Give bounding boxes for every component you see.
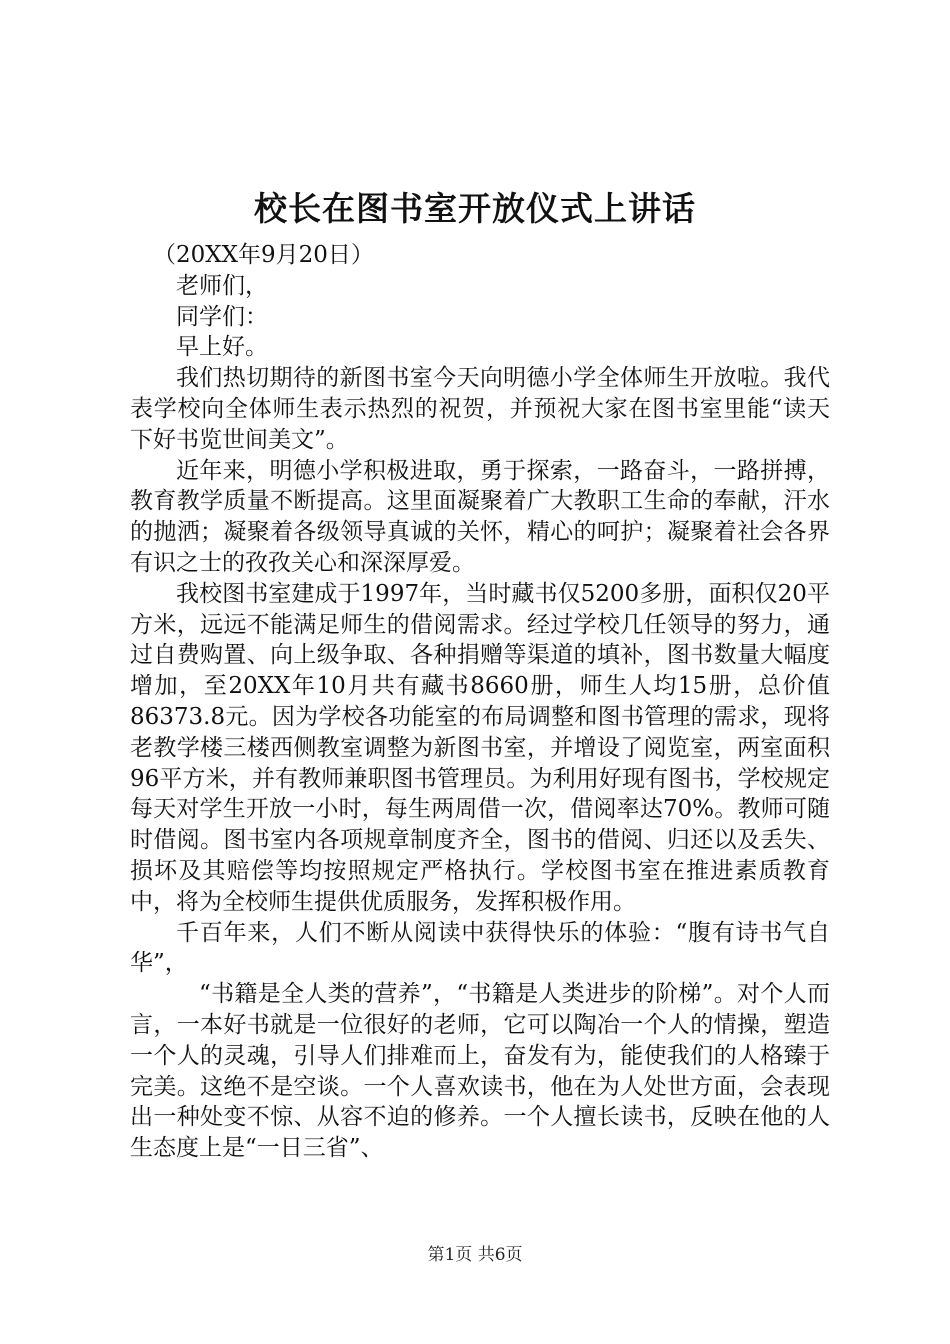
- paragraph-reading-joy: 千百年来，人们不断从阅读中获得快乐的体验：“腹有诗书气自华”，: [130, 919, 830, 977]
- document-body: [130, 240, 830, 1164]
- paragraph-library-history: 我校图书室建成于1997年，当时藏书仅5200多册，面积仅20平方米，远远不能满足师生的借阅需求。经过学校几任领导的努力，通过自费购置、向上级争取、各种捐赠等渠道的填补，图书数量大幅度增加，至20XX年10月共有藏书8660册，师生人均15册，总价值86373.8元。因为学校各功能室的布局调整和图书管理的需求，现将老教学楼三楼西侧教室调整为新图书室，并增设了阅览室，两室面积96平方米，并有教师兼职图书管理员。为利用好现有图书，学校规定每天对学生开放一小时，每生两周借一次，借阅率达70%。教师可随时借阅。图书室内各项规章制度齐全，图书的借阅、归还以及丢失、损坏及其赔偿等均按照规定严格执行。学校图书室在推进素质教育中，将为全校师生提供优质服务，发挥积极作用。: [130, 580, 830, 915]
- greeting: 早上好。: [176, 334, 268, 361]
- paragraph-achievements: 近年来，明德小学积极进取，勇于探索，一路奋斗，一路拼搏，教育教学质量不断提高。这里面凝聚着广大教职工生命的奉献，汗水的抛洒；凝聚着各级领导真诚的关怀，精心的呵护；凝聚着社会各界有识之士的孜孜关心和深深厚爱。: [130, 457, 830, 576]
- paragraph-books-value: “书籍是全人类的营养”，“书籍是人类进步的阶梯”。对个人而言，一本好书就是一位很好的老师，它可以陶冶一个人的情操，塑造一个人的灵魂，引导人们排难而上，奋发有为，能使我们的人格臻于完美。这绝不是空谈。一个人喜欢读书，他在为人处世方面，会表现出一种处变不惊、从容不迫的修养。一个人擅长读书，反映在他的人生态度上是“一日三省”、: [130, 981, 830, 1162]
- document-title: 校长在图书室开放仪式上讲话: [254, 189, 696, 228]
- salutation-students: 同学们：: [176, 303, 268, 330]
- page-number: 第1页 共6页: [427, 1245, 523, 1265]
- speech-date: （20XX年9月20日）: [153, 242, 374, 268]
- salutation-teachers: 老师们，: [176, 272, 268, 299]
- paragraph-opening: 我们热切期待的新图书室今天向明德小学全体师生开放啦。我代表学校向全体师生表示热烈的祝贺，并预祝大家在图书室里能“读天下好书览世间美文”。: [130, 365, 830, 453]
